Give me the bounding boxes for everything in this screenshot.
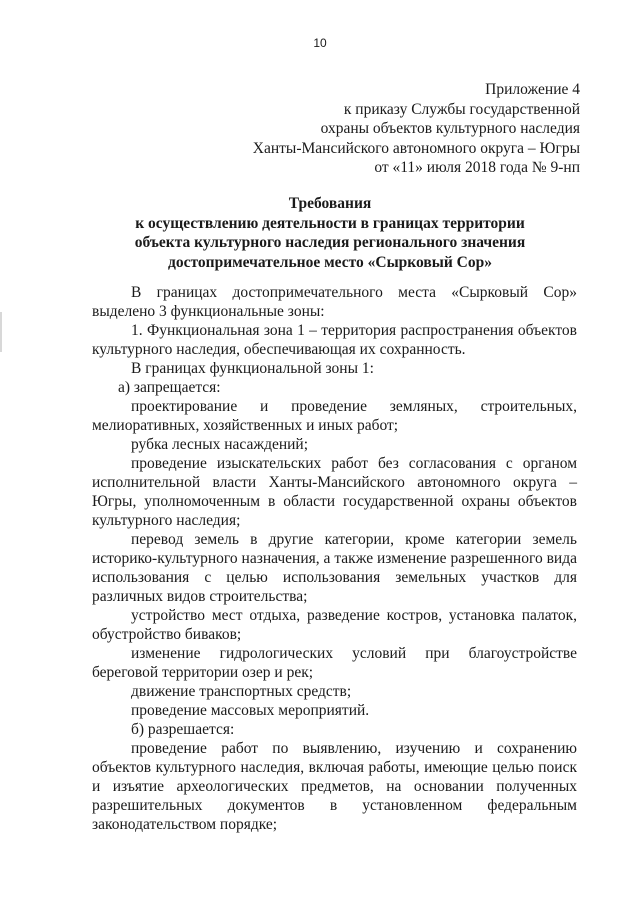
list-item: устройство мест отдыха, разведение костров, установка палаток, обустройство биваков; bbox=[92, 607, 577, 643]
appendix-line: охраны объектов культурного наследия bbox=[320, 120, 580, 137]
appendix-line: Ханты-Мансийского автономного округа – Югры bbox=[252, 139, 580, 157]
list-item: изменение гидрологических условий при благоустройстве береговой территории озер и рек; bbox=[92, 645, 577, 681]
paragraph-allowed-heading: б) разрешается: bbox=[131, 721, 235, 738]
list-item: движение транспортных средств; bbox=[131, 683, 352, 700]
page-number: 10 bbox=[313, 36, 327, 50]
appendix-line: к приказу Службы государственной bbox=[343, 100, 580, 118]
list-item: рубка лесных насаждений; bbox=[131, 436, 309, 453]
paragraph-zone-heading: В границах функциональной зоны 1: bbox=[131, 360, 374, 377]
title-line: к осуществлению деятельности в границах территории bbox=[135, 214, 525, 232]
title-line: объекта культурного наследия регионального значения bbox=[134, 234, 526, 251]
document-body bbox=[92, 283, 577, 834]
paragraph-zone-definition: 1. Функциональная зона 1 – территория распространения объектов культурного наследия, обеспечивающая их сохранность. bbox=[92, 322, 577, 358]
scan-edge-mark bbox=[0, 312, 2, 352]
title-line: достопримечательное место «Сырковый Сор» bbox=[168, 253, 492, 271]
list-item: проведение изыскательских работ без согласования с органом исполнительной власти Ханты-Мансийского автономного округа – Югры, уполномоченным в области государственной охраны объектов культурного наследия; bbox=[92, 455, 577, 529]
appendix-line: Приложение 4 bbox=[485, 81, 580, 98]
title-line: Требования bbox=[288, 195, 372, 212]
list-item: проведение массовых мероприятий. bbox=[131, 702, 370, 719]
appendix-header bbox=[160, 80, 580, 178]
list-item: проведение работ по выявлению, изучению и сохранению объектов культурного наследия, включая работы, имеющие целью поиск и изъятие археологических предметов, на основании полученных разрешительных документов в установленном федеральным законодательством порядке; bbox=[92, 740, 577, 833]
list-item: проектирование и проведение земляных, строительных, мелиоративных, хозяйственных и иных работ; bbox=[92, 398, 577, 434]
paragraph-prohibited-heading: а) запрещается: bbox=[118, 379, 221, 396]
paragraph-intro: В границах достопримечательного места «Сырковый Сор» выделено 3 функциональные зоны: bbox=[92, 284, 577, 320]
list-item: перевод земель в другие категории, кроме категории земель историко-культурного назначения, а также изменение разрешенного вида использования с целью использования земельных участков для различных видов строительства; bbox=[92, 531, 577, 605]
document-title bbox=[80, 194, 580, 272]
appendix-line: от «11» июля 2018 года № 9-нп bbox=[374, 159, 580, 176]
